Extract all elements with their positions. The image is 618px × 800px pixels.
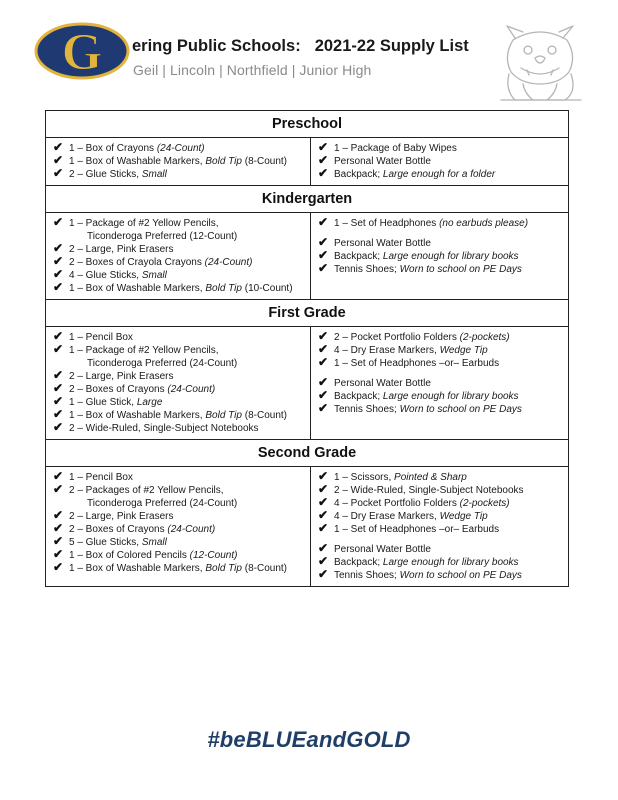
list-item: ✔ 2 – Boxes of Crayons (24-Count) — [53, 521, 216, 535]
list-item: ✔ Personal Water Bottle — [318, 375, 431, 389]
list-item: ✔ 2 – Large, Pink Erasers — [53, 241, 174, 255]
list-item: ✔ Backpack; Large enough for library books — [318, 388, 519, 402]
list-item: ✔ 4 – Dry Erase Markers, Wedge Tip — [318, 508, 488, 522]
checkmark-icon: ✔ — [318, 215, 329, 229]
checkmark-icon: ✔ — [318, 355, 329, 369]
checkmark-icon: ✔ — [53, 342, 64, 356]
checkmark-icon: ✔ — [318, 261, 329, 275]
checkmark-icon: ✔ — [53, 394, 64, 408]
checkmark-icon: ✔ — [53, 560, 64, 574]
checkmark-icon: ✔ — [318, 567, 329, 581]
hashtag-footer: #beBLUEandGOLD — [207, 727, 411, 752]
list-item: ✔ Personal Water Bottle — [318, 235, 431, 249]
list-item: ✔ Tennis Shoes; Worn to school on PE Days — [318, 261, 522, 275]
bulldog-mascot-icon — [493, 20, 587, 106]
second-grade-right-column — [311, 467, 568, 586]
list-item: ✔ 1 – Box of Washable Markers, Bold Tip (8-Count) — [53, 407, 287, 421]
list-item: ✔ 1 – Package of #2 Yellow Pencils, Ticonderoga Preferred (12-Count) — [53, 215, 238, 242]
page-title — [132, 37, 469, 56]
list-item: ✔ 5 – Glue Sticks, Small — [53, 534, 167, 548]
checkmark-icon: ✔ — [318, 554, 329, 568]
checkmark-icon: ✔ — [318, 482, 329, 496]
checkmark-icon: ✔ — [53, 381, 64, 395]
list-item: ✔ Personal Water Bottle — [318, 541, 431, 555]
list-item: ✔ 1 – Package of Baby Wipes — [318, 140, 457, 154]
list-item: ✔ 4 – Glue Sticks, Small — [53, 267, 167, 281]
checkmark-icon: ✔ — [318, 521, 329, 535]
list-item: ✔ 1 – Box of Crayons (24-Count) — [53, 140, 205, 154]
list-item: ✔ 1 – Box of Washable Markers, Bold Tip (8-Count) — [53, 153, 287, 167]
checkmark-icon: ✔ — [318, 541, 329, 555]
first-grade-left-column — [46, 327, 311, 439]
checkmark-icon: ✔ — [318, 248, 329, 262]
section-title-first-grade: First Grade — [46, 300, 568, 327]
checkmark-icon: ✔ — [318, 166, 329, 180]
list-item: ✔ 2 – Boxes of Crayola Crayons (24-Count) — [53, 254, 253, 268]
second-grade-left-column — [46, 467, 311, 586]
checkmark-icon: ✔ — [318, 508, 329, 522]
checkmark-icon: ✔ — [318, 388, 329, 402]
checkmark-icon: ✔ — [53, 215, 64, 229]
checkmark-icon: ✔ — [53, 534, 64, 548]
checkmark-icon: ✔ — [53, 166, 64, 180]
list-item: ✔ 1 – Scissors, Pointed & Sharp — [318, 469, 467, 483]
checkmark-icon: ✔ — [53, 368, 64, 382]
checkmark-icon: ✔ — [53, 482, 64, 496]
checkmark-icon: ✔ — [53, 254, 64, 268]
list-item: ✔ 2 – Wide-Ruled, Single-Subject Notebooks — [53, 420, 259, 434]
list-item: ✔ 1 – Set of Headphones –or– Earbuds — [318, 355, 500, 369]
supply-table — [45, 110, 569, 587]
list-item: ✔ 4 – Dry Erase Markers, Wedge Tip — [318, 342, 488, 356]
checkmark-icon: ✔ — [53, 329, 64, 343]
list-item: ✔ 2 – Wide-Ruled, Single-Subject Notebooks — [318, 482, 524, 496]
checkmark-icon: ✔ — [53, 407, 64, 421]
list-item: ✔ 2 – Large, Pink Erasers — [53, 368, 174, 382]
logo-letter: G — [61, 24, 103, 80]
checkmark-icon: ✔ — [53, 469, 64, 483]
checkmark-icon: ✔ — [53, 267, 64, 281]
section-title-kindergarten: Kindergarten — [46, 186, 568, 213]
list-item: ✔ Backpack; Large enough for library books — [318, 248, 519, 262]
list-item: ✔ 4 – Pocket Portfolio Folders (2-pockets) — [318, 495, 510, 509]
checkmark-icon: ✔ — [318, 469, 329, 483]
list-item: ✔ Tennis Shoes; Worn to school on PE Days — [318, 401, 522, 415]
district-name: ering Public Schools: — [132, 37, 301, 55]
checkmark-icon: ✔ — [53, 547, 64, 561]
checkmark-icon: ✔ — [318, 140, 329, 154]
list-item: ✔ 1 – Glue Stick, Large — [53, 394, 163, 408]
checkmark-icon: ✔ — [318, 401, 329, 415]
first-grade-right-column — [311, 327, 568, 439]
school-logo — [34, 22, 130, 80]
list-item: ✔ Personal Water Bottle — [318, 153, 431, 167]
checkmark-icon: ✔ — [53, 420, 64, 434]
list-item: ✔ Tennis Shoes; Worn to school on PE Days — [318, 567, 522, 581]
section-title-preschool: Preschool — [46, 111, 568, 138]
list-item: ✔ 1 – Set of Headphones –or– Earbuds — [318, 521, 500, 535]
preschool-left-column — [46, 138, 311, 185]
checkmark-icon: ✔ — [53, 280, 64, 294]
supply-list-year: 2021-22 Supply List — [314, 37, 469, 55]
checkmark-icon: ✔ — [53, 241, 64, 255]
list-item: ✔ 1 – Package of #2 Yellow Pencils, Ticonderoga Preferred (24-Count) — [53, 342, 238, 369]
list-item: ✔ 1 – Pencil Box — [53, 329, 133, 343]
school-names: Geil | Lincoln | Northfield | Junior High — [133, 62, 372, 78]
list-item: ✔ 1 – Box of Colored Pencils (12-Count) — [53, 547, 238, 561]
preschool-right-column — [311, 138, 568, 185]
checkmark-icon: ✔ — [53, 153, 64, 167]
list-item: ✔ Backpack; Large enough for library books — [318, 554, 519, 568]
checkmark-icon: ✔ — [318, 329, 329, 343]
checkmark-icon: ✔ — [53, 508, 64, 522]
list-item: ✔ 1 – Box of Washable Markers, Bold Tip (8-Count) — [53, 560, 287, 574]
checkmark-icon: ✔ — [318, 375, 329, 389]
list-item: ✔ Backpack; Large enough for a folder — [318, 166, 496, 180]
checkmark-icon: ✔ — [53, 140, 64, 154]
kindergarten-right-column — [311, 213, 568, 299]
checkmark-icon: ✔ — [318, 153, 329, 167]
list-item: ✔ 1 – Box of Washable Markers, Bold Tip (10-Count) — [53, 280, 293, 294]
list-item: ✔ 2 – Boxes of Crayons (24-Count) — [53, 381, 216, 395]
checkmark-icon: ✔ — [318, 342, 329, 356]
list-item: ✔ 2 – Large, Pink Erasers — [53, 508, 174, 522]
section-title-second-grade: Second Grade — [46, 440, 568, 467]
kindergarten-left-column — [46, 213, 311, 299]
section-kindergarten — [46, 213, 568, 300]
checkmark-icon: ✔ — [53, 521, 64, 535]
section-second-grade — [46, 467, 568, 586]
list-item: ✔ 2 – Packages of #2 Yellow Pencils, Ticonderoga Preferred (24-Count) — [53, 482, 238, 509]
section-preschool — [46, 138, 568, 186]
list-item: ✔ 2 – Pocket Portfolio Folders (2-pockets) — [318, 329, 510, 343]
list-item: ✔ 2 – Glue Sticks, Small — [53, 166, 167, 180]
checkmark-icon: ✔ — [318, 495, 329, 509]
list-item: ✔ 1 – Set of Headphones (no earbuds please) — [318, 215, 529, 229]
section-first-grade — [46, 327, 568, 440]
list-item: ✔ 1 – Pencil Box — [53, 469, 133, 483]
checkmark-icon: ✔ — [318, 235, 329, 249]
